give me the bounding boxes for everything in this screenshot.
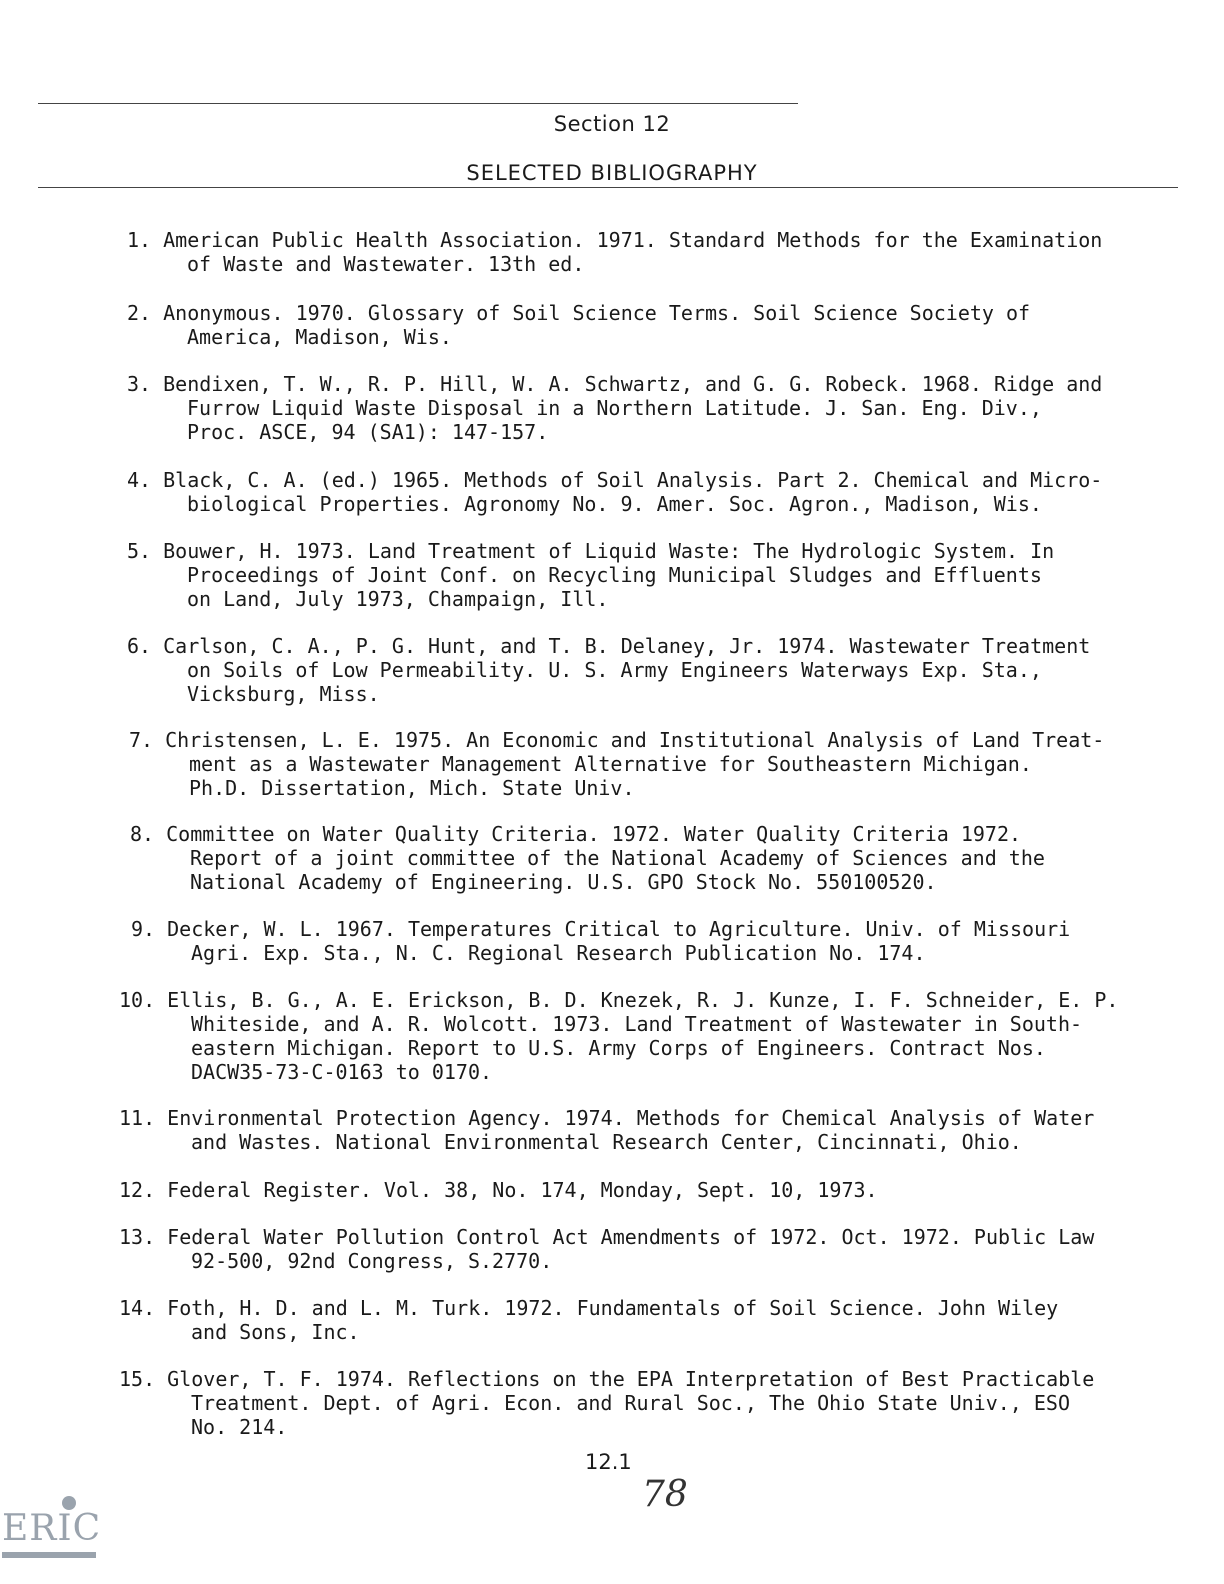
entry-number: 9. <box>131 917 156 941</box>
eric-logo <box>2 1490 102 1560</box>
entry-line: Agri. Exp. Sta., N. C. Regional Research Publication No. 174. <box>191 941 926 965</box>
entry-line: Furrow Liquid Waste Disposal in a Northern Latitude. J. San. Eng. Div., <box>187 396 1042 420</box>
entry-line: and Wastes. National Environmental Research Center, Cincinnati, Ohio. <box>191 1130 1022 1154</box>
entry-number: 3. <box>127 372 152 396</box>
entry-line: eastern Michigan. Report to U.S. Army Corps of Engineers. Contract Nos. <box>191 1036 1046 1060</box>
entry-line: Glover, T. F. 1974. Reflections on the EPA Interpretation of Best Practicable <box>167 1367 1095 1391</box>
entry-line: Treatment. Dept. of Agri. Econ. and Rural Soc., The Ohio State Univ., ESO <box>191 1391 1070 1415</box>
logo-bar <box>2 1552 96 1558</box>
entry-line: American Public Health Association. 1971. Standard Methods for the Examination <box>163 228 1103 252</box>
bibliography-entry-12 <box>119 1178 878 1202</box>
entry-line: Decker, W. L. 1967. Temperatures Critical to Agriculture. Univ. of Missouri <box>167 917 1071 941</box>
bibliography-entry-4 <box>127 468 1102 516</box>
entry-line: and Sons, Inc. <box>191 1320 360 1344</box>
entry-line: DACW35-73-C-0163 to 0170. <box>191 1060 493 1084</box>
bibliography-entry-1 <box>127 228 1102 276</box>
title-rule <box>38 187 1178 188</box>
bibliography-entry-13 <box>119 1225 1094 1273</box>
bibliography-entry-6 <box>127 634 1090 706</box>
entry-line: National Academy of Engineering. U.S. GPO Stock No. 550100520. <box>190 870 937 894</box>
entry-line: Bouwer, H. 1973. Land Treatment of Liquid Waste: The Hydrologic System. In <box>163 539 1055 563</box>
handwritten-page-stamp: 78 <box>642 1474 688 1515</box>
entry-line: Carlson, C. A., P. G. Hunt, and T. B. Delaney, Jr. 1974. Wastewater Treatment <box>163 634 1091 658</box>
bibliography-entry-11 <box>119 1106 1094 1154</box>
bibliography-entry-9 <box>131 917 1070 965</box>
bibliography-entry-15 <box>119 1367 1094 1439</box>
entry-line: America, Madison, Wis. <box>187 325 452 349</box>
entry-number: 8. <box>130 822 155 846</box>
entry-line: Report of a joint committee of the National Academy of Sciences and the <box>190 846 1045 870</box>
entry-line: Vicksburg, Miss. <box>187 682 380 706</box>
entry-number: 12. <box>119 1178 156 1202</box>
entry-number: 7. <box>129 728 154 752</box>
bibliography-entry-10 <box>119 988 1118 1084</box>
bibliography-entry-3 <box>127 372 1102 444</box>
entry-number: 5. <box>127 539 152 563</box>
bibliography-entry-14 <box>119 1296 1058 1344</box>
entry-line: 92-500, 92nd Congress, S.2770. <box>191 1249 553 1273</box>
bibliography-entry-7 <box>129 728 1104 800</box>
section-label: Section 12 <box>553 112 671 136</box>
entry-line: Foth, H. D. and L. M. Turk. 1972. Fundamentals of Soil Science. John Wiley <box>167 1296 1059 1320</box>
entry-line: Federal Water Pollution Control Act Amendments of 1972. Oct. 1972. Public Law <box>167 1225 1095 1249</box>
entry-line: Federal Register. Vol. 38, No. 174, Monday, Sept. 10, 1973. <box>167 1178 878 1202</box>
logo-text: ERIC <box>2 1508 102 1549</box>
entry-line: of Waste and Wastewater. 13th ed. <box>187 252 585 276</box>
entry-number: 6. <box>127 634 152 658</box>
bibliography-entry-5 <box>127 539 1054 611</box>
entry-number: 2. <box>127 301 152 325</box>
entry-line: on Soils of Low Permeability. U. S. Army Engineers Waterways Exp. Sta., <box>187 658 1042 682</box>
entry-line: Ph.D. Dissertation, Mich. State Univ. <box>189 776 635 800</box>
entry-line: Proceedings of Joint Conf. on Recycling Municipal Sludges and Effluents <box>187 563 1042 587</box>
entry-line: Whiteside, and A. R. Wolcott. 1973. Land Treatment of Wastewater in South- <box>191 1012 1083 1036</box>
entry-line: Proc. ASCE, 94 (SA1): 147-157. <box>187 420 549 444</box>
entry-line: Environmental Protection Agency. 1974. Methods for Chemical Analysis of Water <box>167 1106 1095 1130</box>
entry-line: Black, C. A. (ed.) 1965. Methods of Soil Analysis. Part 2. Chemical and Micro- <box>163 468 1103 492</box>
bibliography-entry-8 <box>130 822 1045 894</box>
entry-number: 14. <box>119 1296 156 1320</box>
entry-number: 13. <box>119 1225 156 1249</box>
page-number: 12.1 <box>585 1450 632 1474</box>
entry-line: Anonymous. 1970. Glossary of Soil Science Terms. Soil Science Society of <box>163 301 1031 325</box>
entry-line: Christensen, L. E. 1975. An Economic and Institutional Analysis of Land Treat- <box>165 728 1105 752</box>
page-title: SELECTED BIBLIOGRAPHY <box>466 161 758 185</box>
bibliography-entry-2 <box>127 301 1030 349</box>
entry-line: ment as a Wastewater Management Alternative for Southeastern Michigan. <box>189 752 1032 776</box>
entry-number: 15. <box>119 1367 156 1391</box>
entry-line: on Land, July 1973, Champaign, Ill. <box>187 587 609 611</box>
entry-number: 11. <box>119 1106 156 1130</box>
top-rule <box>38 103 798 104</box>
entry-line: No. 214. <box>191 1415 288 1439</box>
entry-line: Bendixen, T. W., R. P. Hill, W. A. Schwartz, and G. G. Robeck. 1968. Ridge and <box>163 372 1103 396</box>
entry-number: 1. <box>127 228 152 252</box>
entry-number: 4. <box>127 468 152 492</box>
entry-line: biological Properties. Agronomy No. 9. Amer. Soc. Agron., Madison, Wis. <box>187 492 1042 516</box>
entry-line: Committee on Water Quality Criteria. 1972. Water Quality Criteria 1972. <box>166 822 1022 846</box>
entry-number: 10. <box>119 988 156 1012</box>
entry-line: Ellis, B. G., A. E. Erickson, B. D. Knezek, R. J. Kunze, I. F. Schneider, E. P. <box>167 988 1119 1012</box>
